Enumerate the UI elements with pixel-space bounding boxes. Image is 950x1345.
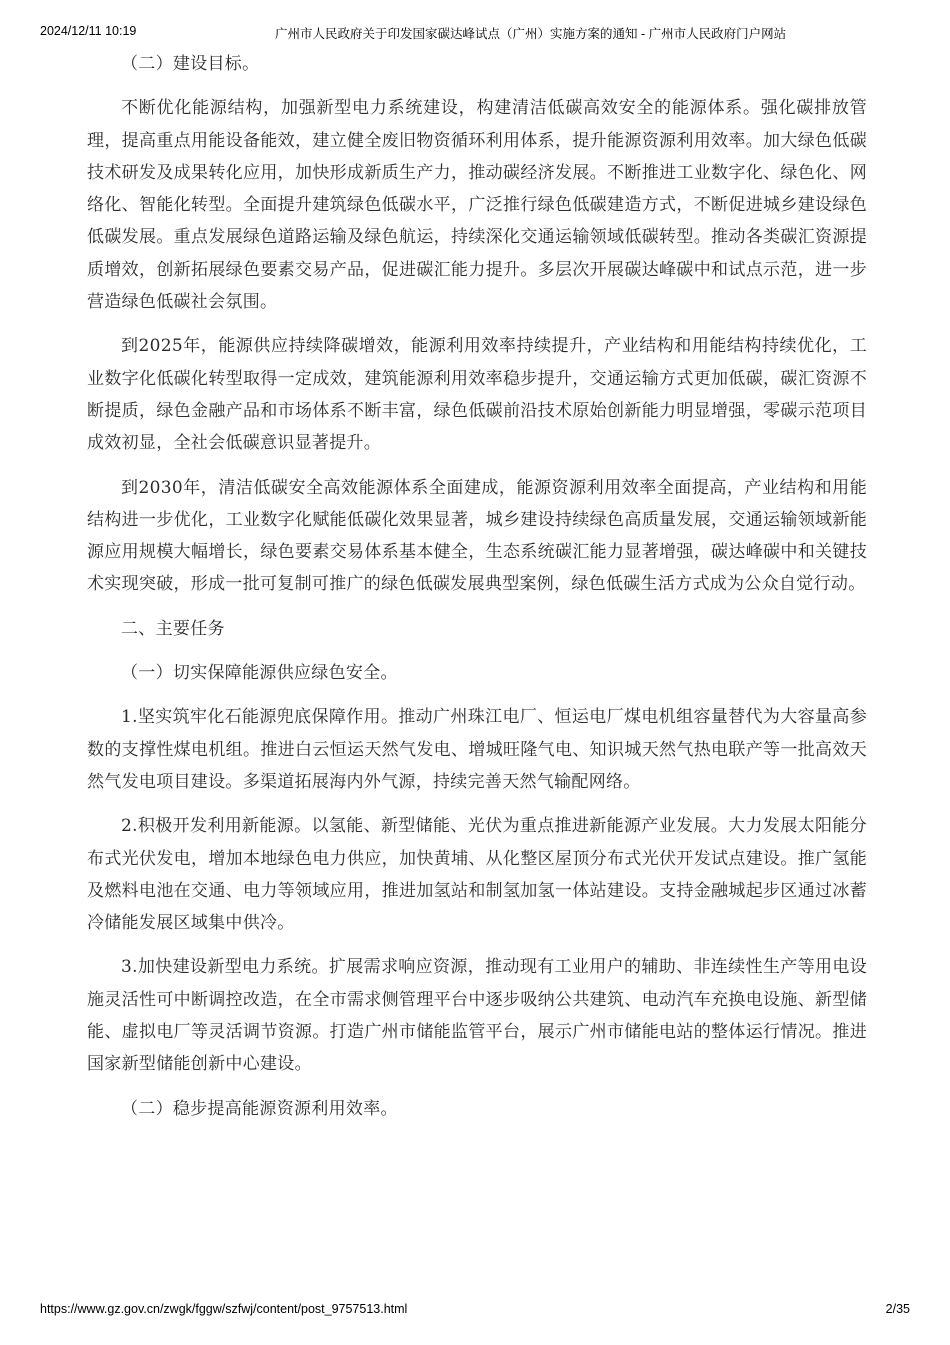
task-item-3: 3.加快建设新型电力系统。扩展需求响应资源，推动现有工业用户的辅助、非连续性生产等用电设施灵活性可中断调控改造，在全市需求侧管理平台中逐步吸纳公共建筑、电动汽车充换电设施、新型储能、虚拟电厂等灵活调节资源。打造广州市储能监管平台，展示广州市储能电站的整体运行情况。推进国家新型储能创新中心建设。: [87, 957, 867, 1075]
print-header: [0, 0, 950, 40]
paragraph-2025-target: 到2025年，能源供应持续降碳增效，能源利用效率持续提升，产业结构和用能结构持续优化，工业数字化低碳化转型取得一定成效，建筑能源利用效率稳步提升，交通运输方式更加低碳，碳汇资源不断提质，绿色金融产品和市场体系不断丰富，绿色低碳前沿技术原始创新能力明显增强，零碳示范项目成效初显，全社会低碳意识显著提升。: [87, 336, 867, 454]
print-footer: [0, 1302, 950, 1322]
task-item-2: 2.积极开发利用新能源。以氢能、新型储能、光伏为重点推进新能源产业发展。大力发展太阳能分布式光伏发电，增加本地绿色电力供应，加快黄埔、从化整区屋顶分布式光伏开发试点建设。推广氢能及燃料电池在交通、电力等领域应用，推进加氢站和制氢加氢一体站建设。支持金融城起步区通过冰蓄冷储能发展区域集中供冷。: [87, 816, 867, 934]
subsection-heading-energy-supply: （一）切实保障能源供应绿色安全。: [121, 663, 398, 684]
paragraph-2030-target: 到2030年，清洁低碳安全高效能源体系全面建成，能源资源利用效率全面提高，产业结构和用能结构进一步优化，工业数字化赋能低碳化效果显著，城乡建设持续绿色高质量发展，交通运输领域新能源应用规模大幅增长，绿色要素交易体系基本健全，生态系统碳汇能力显著增强，碳达峰碳中和关键技术实现突破，形成一批可复制可推广的绿色低碳发展典型案例，绿色低碳生活方式成为公众自觉行动。: [87, 477, 867, 595]
section-heading-goals: （二）建设目标。: [121, 54, 260, 74]
section-heading-tasks: 二、主要任务: [121, 618, 225, 639]
article-body: [87, 48, 867, 1137]
page-url: https://www.gz.gov.cn/zwgk/fggw/szfwj/content/post_9757513.html: [40, 1302, 408, 1316]
paragraph-goals: 不断优化能源结构，加强新型电力系统建设，构建清洁低碳高效安全的能源体系。强化碳排放管理，提高重点用能设备能效，建立健全废旧物资循环利用体系，提升能源资源利用效率。加大绿色低碳技术研发及成果转化应用，加快形成新质生产力，推动碳经济发展。不断推进工业数字化、绿色化、网络化、智能化转型。全面提升建筑绿色低碳水平，广泛推行绿色低碳建造方式，不断促进城乡建设绿色低碳发展。重点发展绿色道路运输及绿色航运，持续深化交通运输领域低碳转型。推动各类碳汇资源提质增效，创新拓展绿色要素交易产品，促进碳汇能力提升。多层次开展碳达峰碳中和试点示范，进一步营造绿色低碳社会氛围。: [87, 98, 867, 313]
page-number: 2/35: [885, 1302, 910, 1316]
subsection-heading-efficiency: （二）稳步提高能源资源利用效率。: [121, 1098, 398, 1119]
page-title: 广州市人民政府关于印发国家碳达峰试点（广州）实施方案的通知 - 广州市人民政府门户网站: [275, 27, 787, 41]
task-item-1: 1.坚实筑牢化石能源兜底保障作用。推动广州珠江电厂、恒运电厂煤电机组容量替代为大容量高参数的支撑性煤电机组。推进白云恒运天然气发电、增城旺隆气电、知识城天然气热电联产等一批高效天然气发电项目建设。多渠道拓展海内外气源，持续完善天然气输配网络。: [87, 707, 867, 792]
print-datetime: 2024/12/11 10:19: [40, 24, 137, 38]
